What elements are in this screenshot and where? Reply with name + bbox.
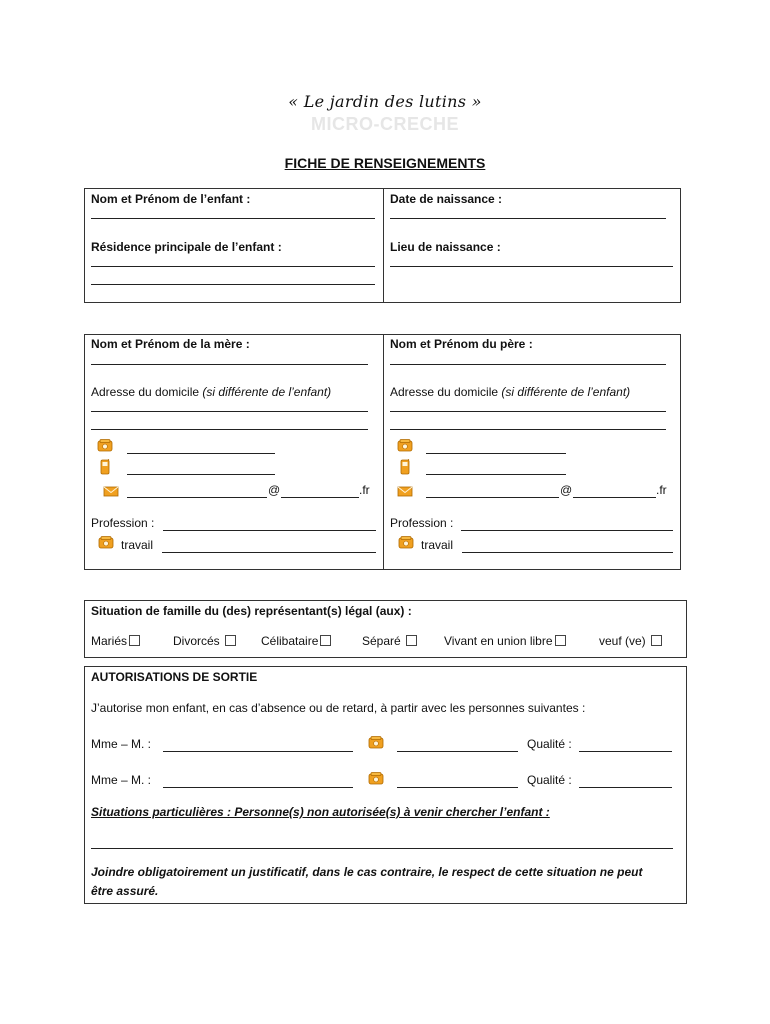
father-profession-field[interactable] — [461, 530, 673, 531]
special-situations-title: Situations particulières : Personne(s) non autorisée(s) à venir chercher l’enfant : — [91, 805, 550, 819]
option-divorces[interactable]: Divorcés — [173, 634, 236, 648]
child-info-box — [84, 188, 681, 303]
person-1-phone-field[interactable] — [397, 751, 518, 752]
checkbox — [406, 635, 417, 646]
child-name-field[interactable] — [91, 218, 375, 219]
residence-field-2[interactable] — [91, 284, 375, 285]
father-address-label: Adresse du domicile (si différente de l’enfant) — [390, 385, 631, 399]
person-1-name-field[interactable] — [163, 751, 353, 752]
mother-address-field-1[interactable] — [91, 411, 368, 412]
mother-name-label: Nom et Prénom de la mère : — [91, 337, 250, 351]
creche-subtitle: MICRO-CRECHE — [311, 114, 459, 134]
phone-icon — [368, 736, 384, 749]
special-situations-field[interactable] — [91, 848, 673, 849]
mobile-phone-icon — [99, 459, 111, 475]
checkbox — [320, 635, 331, 646]
mother-profession-label: Profession : — [91, 516, 155, 530]
envelope-icon — [103, 485, 119, 498]
residence-field-1[interactable] — [91, 266, 375, 267]
phone-icon — [397, 439, 413, 452]
mobile-phone-icon — [399, 459, 411, 475]
parents-box — [84, 334, 681, 570]
justificatif-note-line2: être assuré. — [91, 884, 159, 898]
envelope-icon — [397, 485, 413, 498]
option-separe[interactable]: Séparé — [362, 634, 417, 648]
checkbox — [555, 635, 566, 646]
person-2-quality-field[interactable] — [579, 787, 672, 788]
mother-address-label: Adresse du domicile (si différente de l’enfant) — [91, 385, 332, 399]
birthdate-label: Date de naissance : — [390, 192, 503, 206]
father-work-label: travail — [421, 538, 454, 552]
mother-address-field-2[interactable] — [91, 429, 368, 430]
autorisations-intro: J’autorise mon enfant, en cas d’absence ou de retard, à partir avec les personnes suivantes : — [91, 701, 586, 715]
checkbox — [651, 635, 662, 646]
document-title: FICHE DE RENSEIGNEMENTS — [284, 155, 486, 171]
person-1-quality-label: Qualité : — [527, 737, 572, 751]
person-2-phone-field[interactable] — [397, 787, 518, 788]
person-2-label: Mme – M. : — [91, 773, 152, 787]
father-phone-field[interactable] — [426, 453, 566, 454]
person-2-name-field[interactable] — [163, 787, 353, 788]
birthdate-field[interactable] — [390, 218, 666, 219]
father-name-label: Nom et Prénom du père : — [390, 337, 533, 351]
birthplace-label: Lieu de naissance : — [390, 240, 501, 254]
mother-name-field[interactable] — [91, 364, 368, 365]
mother-email-at: @ — [268, 483, 281, 497]
mother-mobile-field[interactable] — [127, 474, 275, 475]
creche-name: « Le jardin des lutins » — [288, 92, 482, 111]
mother-email-domain-field[interactable] — [281, 497, 359, 498]
father-mobile-field[interactable] — [426, 474, 566, 475]
mother-work-label: travail — [121, 538, 154, 552]
mother-work-phone-field[interactable] — [162, 552, 376, 553]
father-email-user-field[interactable] — [426, 497, 559, 498]
father-work-phone-field[interactable] — [462, 552, 673, 553]
checkbox — [225, 635, 236, 646]
child-name-label: Nom et Prénom de l’enfant : — [91, 192, 251, 206]
father-email-tld: .fr — [656, 483, 667, 497]
work-phone-icon — [398, 536, 414, 549]
father-address-field-1[interactable] — [390, 411, 666, 412]
mother-email-user-field[interactable] — [127, 497, 267, 498]
father-address-field-2[interactable] — [390, 429, 666, 430]
father-email-at: @ — [560, 483, 573, 497]
option-union-libre[interactable]: Vivant en union libre — [444, 634, 566, 648]
checkbox — [129, 635, 140, 646]
autorisations-box — [84, 666, 687, 904]
autorisations-title: AUTORISATIONS DE SORTIE — [91, 670, 258, 684]
option-veuf[interactable]: veuf (ve) — [599, 634, 662, 648]
mother-email-tld: .fr — [359, 483, 370, 497]
work-phone-icon — [98, 536, 114, 549]
phone-icon — [368, 772, 384, 785]
person-1-label: Mme – M. : — [91, 737, 152, 751]
phone-icon — [97, 439, 113, 452]
family-situation-box — [84, 600, 687, 658]
option-celibataire[interactable]: Célibataire — [261, 634, 331, 648]
father-email-domain-field[interactable] — [573, 497, 656, 498]
person-1-quality-field[interactable] — [579, 751, 672, 752]
mother-phone-field[interactable] — [127, 453, 275, 454]
father-name-field[interactable] — [390, 364, 666, 365]
family-situation-title: Situation de famille du (des) représentant(s) légal (aux) : — [91, 604, 412, 618]
birthplace-field[interactable] — [390, 266, 673, 267]
option-maries[interactable]: Mariés — [91, 634, 140, 648]
residence-label: Résidence principale de l’enfant : — [91, 240, 282, 254]
father-profession-label: Profession : — [390, 516, 454, 530]
person-2-quality-label: Qualité : — [527, 773, 572, 787]
justificatif-note-line1: Joindre obligatoirement un justificatif, dans le cas contraire, le respect de cette situation ne peut — [91, 865, 643, 879]
mother-profession-field[interactable] — [163, 530, 376, 531]
